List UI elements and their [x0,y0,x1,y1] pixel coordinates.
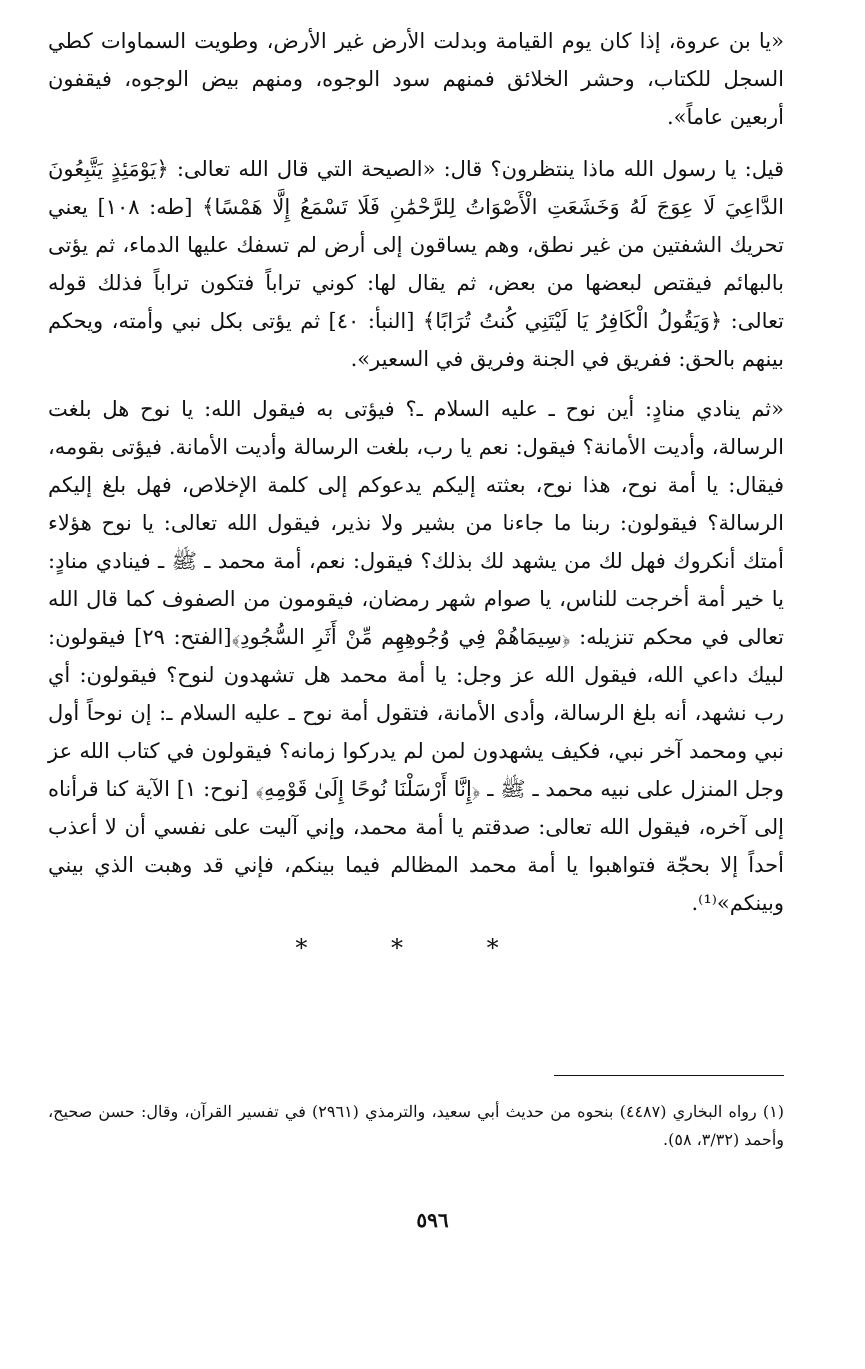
section-separator: * * * [295,934,537,962]
footnote: (١) رواه البخاري (٤٤٨٧) بنحوه من حديث أبي سعيد، والترمذي (٢٩٦١) في تفسير القرآن، وقال: حسن صحيح، وأحمد (٣/٣٢، ٥٨). [48,1102,785,1149]
paragraph-3: «ثم ينادي منادٍ: أين نوح ـ عليه السلام ـ؟ فيؤتى به فيقول الله: يا نوح هل بلغت الرسالة، وأديت الأمانة؟ فيقول: نعم يا رب، بلغت الرسالة وأديت الأمانة. فيؤتى بقومه، فيقال: يا أمة نوح، هذا نوح، بعثته إليكم يدعوكم إلى كلمة الإخلاص، فهل بلغ إليكم الرسالة؟ فيقولون: ربنا ما جاءنا من بشير ولا نذير، فيقول الله تعالى: يا نوح هؤلاء أمتك أنكروك فهل لك من يشهد لك بذلك؟ فيقول: نعم، أمة محمد ـ ﷺ ـ فينادي منادٍ: يا خير أمة أخرجت للناس، يا صوام شهر رمضان، فيقومون من الصفوف كما قال الله تعالى في محكم تنزيله: ﴿سِيمَاهُمْ فِي وُجُوهِهِم مِّنْ أَثَرِ السُّجُودِ﴾[الفتح: ٢٩] فيقولون: لبيك داعي الله، فيقول الله عز وجل: يا أمة محمد هل تشهدون لنوح؟ فيقولون: أي رب نشهد، أنه بلغ الرسالة، وأدى الأمانة، فتقول أمة نوح ـ عليه السلام ـ: إن نوحاً أول نبي ومحمد آخر نبي، فكيف يشهدون لمن لم يدركوا زمانه؟ فيقولون في كتاب الله عز وجل المنزل على نبيه محمد ـ ﷺ ـ ﴿إِنَّا أَرْسَلْنَا نُوحًا إِلَىٰ قَوْمِهِ﴾ [نوح: ١] الآية كنا قرأناه إلى آخره، فيقول الله تعالى: صدقتم يا أمة محمد، وإني آليت على نفسي أن لا أعذب أحداً إلا بحجّة فتواهبوا يا أمة محمد المظالم فيما بينكم، فإني قد وهبت الذي بيني وبينكم»⁽¹⁾. [48,397,785,915]
page-number: ٥٩٦ [416,1208,449,1232]
footnote-rule [554,1075,784,1076]
paragraph-1: «يا بن عروة، إذا كان يوم القيامة وبدلت الأرض غير الأرض، وطويت السماوات كطي السجل للكتاب، وحشر الخلائق فمنهم سود الوجوه، ومنهم بيض الوجوه، فيقفون أربعين عاماً». [48,29,784,129]
paragraph-2: قيل: يا رسول الله ماذا ينتظرون؟ قال: «الصيحة التي قال الله تعالى: ﴿يَوْمَئِذٍ يَتَّبِعُونَ الدَّاعِيَ لَا عِوَجَ لَهُ وَخَشَعَتِ الْأَصْوَاتُ لِلرَّحْمَٰنِ فَلَا تَسْمَعُ إِلَّا هَمْسًا﴾ [طه: ١٠٨] يعني تحريك الشفتين من غير نطق، وهم يساقون إلى أرض لم تسفك عليها الدماء، ثم يؤتى بالبهائم فيقتص لبعضها من بعض، ثم يقال لها: كوني تراباً فتكون تراباً فذلك قوله تعالى: ﴿وَيَقُولُ الْكَافِرُ يَا لَيْتَنِي كُنتُ تُرَابًا﴾ [النبأ: ٤٠] ثم يؤتى بكل نبي وأمته، ويحكم بينهم بالحق: ففريق في الجنة وفريق في السعير». [48,157,784,371]
page-body [48,22,784,974]
